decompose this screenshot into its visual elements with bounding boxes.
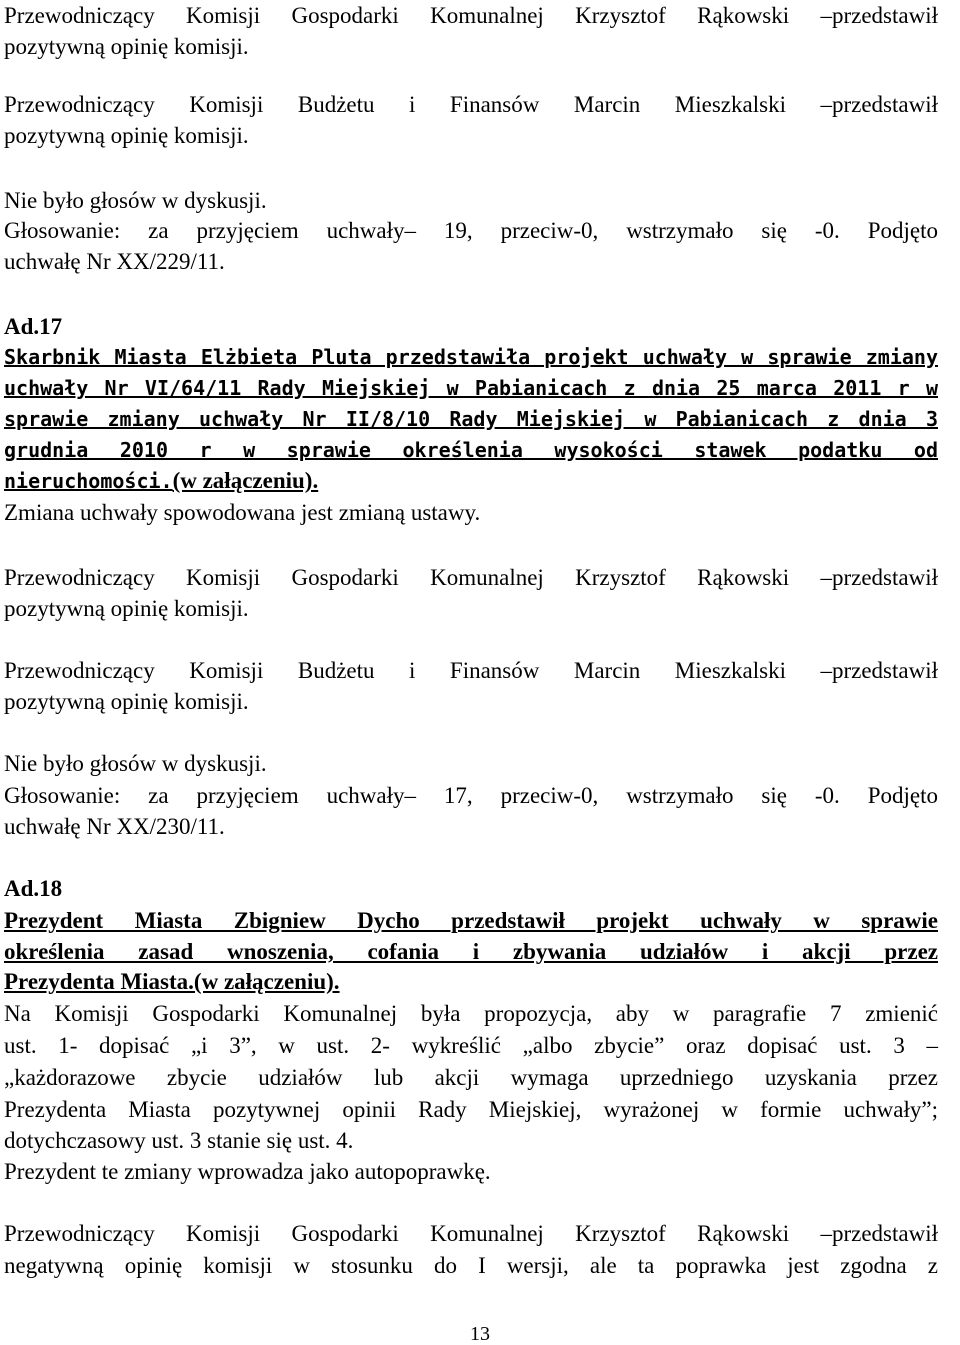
vote-line: Głosowanie: za przyjęciem uchwały– 17, przeciw-0, wstrzymało się -0. Podjęto [4, 783, 938, 808]
resolution-title-line: sprawie zmiany uchwały Nr II/8/10 Rady Miejskiej w Pabianicach z dnia 3 [4, 407, 938, 431]
text-line: Przewodniczący Komisji Gospodarki Komunalnej Krzysztof Rąkowski –przedstawił [4, 565, 938, 590]
resolution-title-text: nieruchomości. [4, 469, 173, 493]
resolution-title-line: Skarbnik Miasta Elżbieta Pluta przedstawiła projekt uchwały w sprawie zmiany [4, 345, 938, 369]
text-line: ust. 1- dopisać „i 3”, w ust. 2- wykreślić „albo zbycie” oraz dopisać ust. 3 – [4, 1033, 938, 1058]
text-line: pozytywną opinię komisji. [4, 123, 249, 148]
resolution-title-line: określenia zasad wnoszenia, cofania i zbywania udziałów i akcji przez [4, 939, 938, 964]
resolution-title-line: Prezydent Miasta Zbigniew Dycho przedstawił projekt uchwały w sprawie [4, 908, 938, 933]
text-line: negatywną opinię komisji w stosunku do I wersji, ale ta poprawka jest zgodna z [4, 1253, 938, 1278]
resolution-title-line: uchwały Nr VI/64/11 Rady Miejskiej w Pabianicach z dnia 25 marca 2011 r w [4, 376, 938, 400]
text-line: Prezydenta Miasta pozytywnej opinii Rady Miejskiej, wyrażonej w formie uchwały”; [4, 1097, 938, 1122]
text-line: dotychczasowy ust. 3 stanie się ust. 4. [4, 1128, 354, 1153]
vote-line: Głosowanie: za przyjęciem uchwały– 19, przeciw-0, wstrzymało się -0. Podjęto [4, 218, 938, 243]
text-line: Przewodniczący Komisji Budżetu i Finansów Marcin Mieszkalski –przedstawił [4, 658, 938, 683]
text-line: pozytywną opinię komisji. [4, 34, 249, 59]
text-line: Nie było głosów w dyskusji. [4, 188, 267, 213]
text-line: Zmiana uchwały spowodowana jest zmianą ustawy. [4, 500, 481, 525]
page-number: 13 [470, 1323, 490, 1345]
text-line: Przewodniczący Komisji Gospodarki Komunalnej Krzysztof Rąkowski –przedstawił [4, 1221, 938, 1246]
text-line: Nie było głosów w dyskusji. [4, 751, 267, 776]
attachment-note: (w załączeniu). [172, 468, 319, 493]
resolution-title-line: Prezydenta Miasta.(w załączeniu). [4, 969, 340, 994]
text-line: Przewodniczący Komisji Gospodarki Komunalnej Krzysztof Rąkowski –przedstawił [4, 3, 938, 28]
resolution-title-line [4, 465, 938, 497]
text-line: pozytywną opinię komisji. [4, 596, 249, 621]
text-line: pozytywną opinię komisji. [4, 689, 249, 714]
text-line: Przewodniczący Komisji Budżetu i Finansów Marcin Mieszkalski –przedstawił [4, 92, 938, 117]
text-line: „każdorazowe zbycie udziałów lub akcji wymaga uprzedniego uzyskania przez [4, 1065, 938, 1090]
text-line: uchwałę Nr XX/229/11. [4, 249, 225, 274]
text-line: uchwałę Nr XX/230/11. [4, 814, 225, 839]
resolution-title-line: grudnia 2010 r w sprawie określenia wysokości stawek podatku od [4, 438, 938, 462]
text-line: Na Komisji Gospodarki Komunalnej była propozycja, aby w paragrafie 7 zmienić [4, 1001, 938, 1026]
agenda-item-heading: Ad.17 [4, 314, 63, 339]
text-line: Prezydent te zmiany wprowadza jako autopoprawkę. [4, 1159, 491, 1184]
agenda-item-heading: Ad.18 [4, 876, 63, 901]
